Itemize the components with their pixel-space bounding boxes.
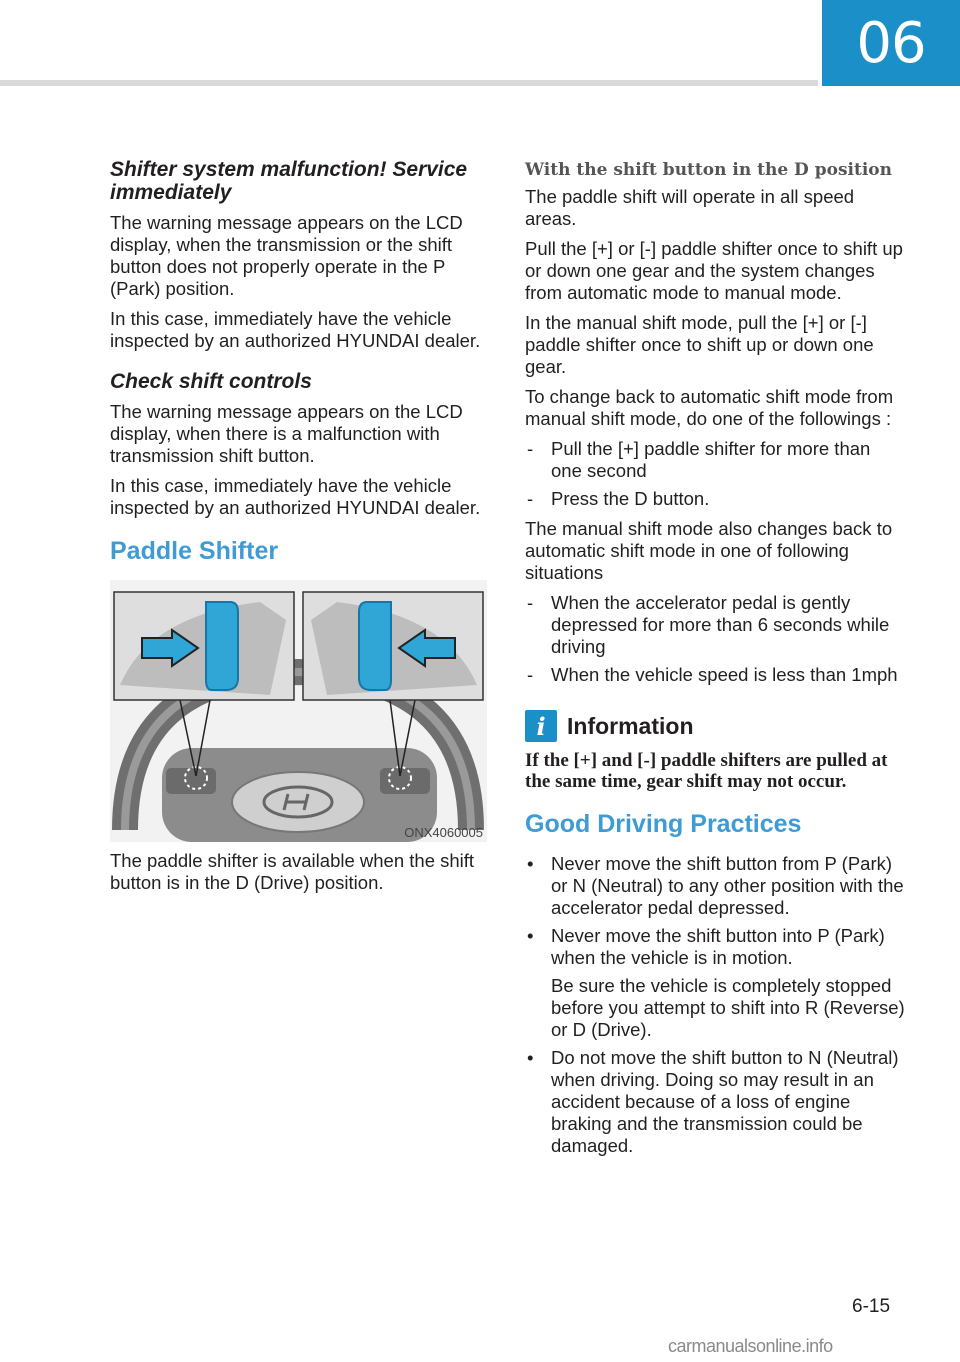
list-item-text: Never move the shift button into P (Park) when the vehicle is in motion. <box>551 925 885 968</box>
dash-list-situations <box>525 592 905 686</box>
list-item: - Pull the [+] paddle shifter for more than one second <box>525 438 905 482</box>
paragraph: To change back to automatic shift mode from manual shift mode, do one of the followings : <box>525 386 894 429</box>
paragraph: The manual shift mode also changes back to automatic shift mode in one of following situations <box>525 518 893 583</box>
information-body: If the [+] and [-] paddle shifters are pulled at the same time, gear shift may not occur. <box>525 750 888 792</box>
dash-list-change-back <box>525 438 905 510</box>
paragraph: In the manual shift mode, pull the [+] or [-] paddle shifter once to shift up or down one gear. <box>525 312 874 377</box>
list-item: - Press the D button. <box>525 488 905 510</box>
left-column <box>110 158 490 902</box>
paddle-shifter-figure <box>110 580 487 842</box>
list-item-text: Never move the shift button from P (Park) or N (Neutral) to any other position with the accelerator pedal depressed. <box>551 853 904 918</box>
paragraph: The paddle shift will operate in all speed areas. <box>525 186 855 229</box>
paragraph: The warning message appears on the LCD display, when the transmission or the shift button does not properly operate in the P (Park) position. <box>110 212 463 299</box>
page-number: 6-15 <box>852 1296 891 1317</box>
paragraph: In this case, immediately have the vehicle inspected by an authorized HYUNDAI dealer. <box>110 475 481 518</box>
list-item: - When the vehicle speed is less than 1mph <box>525 664 905 686</box>
steering-wheel-illustration <box>110 580 487 842</box>
section-title-paddle-shifter: Paddle Shifter <box>110 537 279 565</box>
header-rule <box>0 80 818 86</box>
paragraph: The warning message appears on the LCD display, when there is a malfunction with transmission shift button. <box>110 401 463 466</box>
section-title-d-position: With the shift button in the D position <box>525 160 892 180</box>
paragraph: Pull the [+] or [-] paddle shifter once to shift up or down one gear and the system changes from automatic mode to manual mode. <box>525 238 903 303</box>
right-column <box>525 158 905 1165</box>
list-item: - When the accelerator pedal is gently depressed for more than 6 seconds while driving <box>525 592 905 658</box>
watermark: carmanualsonline.info <box>668 1336 833 1356</box>
bullet-list-good-driving <box>525 853 905 1157</box>
list-item <box>525 1047 905 1157</box>
section-title-good-driving: Good Driving Practices <box>525 810 802 838</box>
paragraph: The paddle shifter is available when the shift button is in the D (Drive) position. <box>110 850 475 893</box>
paragraph: In this case, immediately have the vehicle inspected by an authorized HYUNDAI dealer. <box>110 308 481 351</box>
info-icon: i <box>525 710 557 742</box>
bullet-note: Be sure the vehicle is completely stopped before you attempt to shift into R (Reverse) or D (Drive). <box>551 975 905 1040</box>
information-header <box>525 710 905 742</box>
list-item <box>525 925 905 1041</box>
figure-code: ONX4060005 <box>404 825 483 840</box>
list-item-text: Do not move the shift button to N (Neutral) when driving. Doing so may result in an accident because of a loss of engine braking and the transmission could be damaged. <box>551 1047 899 1156</box>
list-item <box>525 853 905 919</box>
section-title-check-shift-controls: Check shift controls <box>110 370 312 393</box>
section-title-shifter-malfunction: Shifter system malfunction! Service immediately <box>110 158 468 204</box>
chapter-tab: 06 <box>822 0 960 86</box>
information-title: Information <box>567 712 694 739</box>
